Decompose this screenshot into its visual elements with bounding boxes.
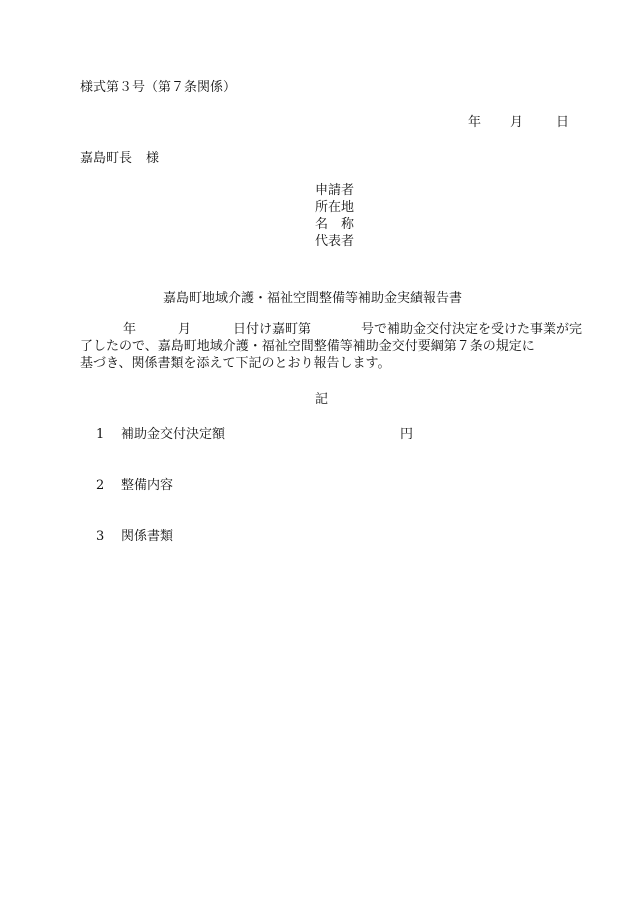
item-label: 補助金交付決定額 [121, 427, 226, 442]
applicant-block [315, 182, 354, 250]
applicant-name-label-part1: 名 [315, 217, 329, 232]
item-maintenance-content [96, 478, 173, 494]
addressee [80, 151, 159, 167]
date-day-label: 日 [556, 115, 570, 130]
form-number: 様式第３号（第７条関係） [80, 80, 237, 95]
item-related-documents [96, 529, 173, 545]
body-line-1 [80, 321, 583, 338]
addressee-name: 嘉島町長 [80, 151, 133, 166]
body-line-3: 基づき、関係書類を添えて下記のとおり報告します。 [80, 356, 391, 371]
date-year-label: 年 [468, 115, 482, 130]
item-label: 整備内容 [121, 478, 174, 493]
applicant-heading: 申請者 [315, 183, 355, 198]
date-line [468, 115, 569, 131]
applicant-representative-label: 代表者 [315, 234, 355, 249]
item-number: 1 [96, 427, 105, 442]
ki-heading: 記 [315, 392, 329, 407]
date-month-label: 月 [510, 115, 524, 130]
body-month: 月 [178, 322, 192, 337]
body-paragraph [80, 321, 583, 372]
item-number: 2 [96, 478, 105, 493]
addressee-honorific: 様 [146, 151, 160, 166]
item-subsidy-amount [96, 427, 413, 443]
body-year: 年 [123, 322, 137, 337]
report-title: 嘉島町地域介護・福祉空間整備等補助金実績報告書 [163, 291, 463, 306]
body-text-a: 日付け嘉町第 [233, 322, 312, 337]
body-text-b: 号で補助金交付決定を受けた事業が完 [361, 322, 583, 337]
item-number: 3 [96, 529, 105, 544]
body-line-2: 了したので、嘉島町地域介護・福祉空間整備等補助金交付要綱第７条の規定に [80, 339, 535, 354]
applicant-address-label: 所在地 [315, 200, 355, 215]
applicant-name-label-part2: 称 [341, 217, 355, 232]
item-unit: 円 [400, 427, 414, 442]
item-label: 関係書類 [121, 529, 174, 544]
applicant-name-label [315, 216, 354, 233]
